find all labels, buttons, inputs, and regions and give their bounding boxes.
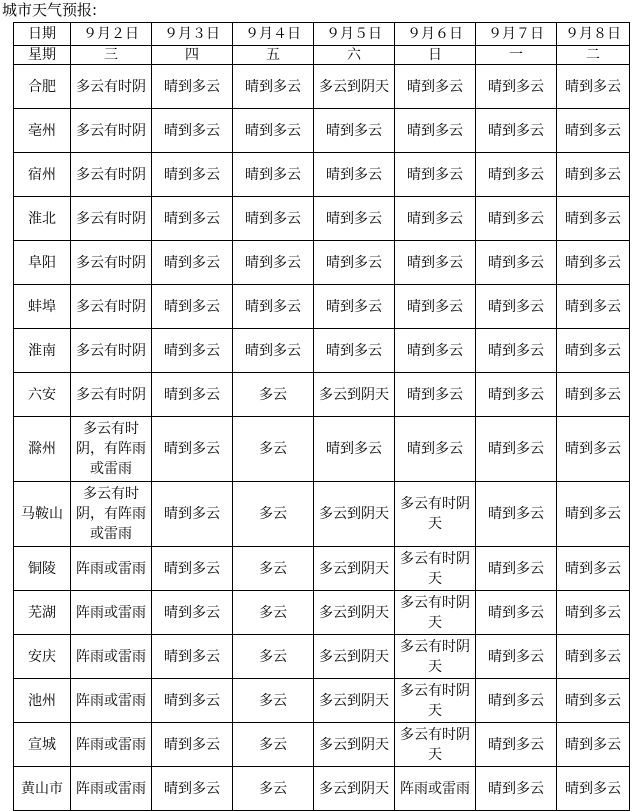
weather-cell: 晴到多云 <box>476 329 557 373</box>
weather-cell: 多云有时阴 <box>71 197 152 241</box>
weather-cell: 晴到多云 <box>476 482 557 547</box>
weather-cell: 晴到多云 <box>152 285 233 329</box>
date-cell: ９月２日 <box>71 23 152 46</box>
table-row <box>14 679 630 723</box>
weather-cell: 多云有时阴天 <box>395 679 476 723</box>
table-row <box>14 197 630 241</box>
weather-cell: 晴到多云 <box>152 767 233 811</box>
weather-cell: 晴到多云 <box>476 679 557 723</box>
table-row <box>14 373 630 417</box>
weather-cell: 晴到多云 <box>476 417 557 482</box>
city-name: 马鞍山 <box>14 482 71 547</box>
weather-cell: 晴到多云 <box>557 767 630 811</box>
weather-cell: 晴到多云 <box>152 373 233 417</box>
weather-cell: 晴到多云 <box>233 329 314 373</box>
city-name: 淮南 <box>14 329 71 373</box>
weather-cell: 阵雨或雷雨 <box>71 767 152 811</box>
weather-cell: 多云 <box>233 767 314 811</box>
weather-cell: 晴到多云 <box>476 65 557 109</box>
weather-cell: 多云到阴天 <box>314 635 395 679</box>
weather-cell: 晴到多云 <box>314 329 395 373</box>
weekday-cell: 四 <box>152 46 233 65</box>
weather-cell: 晴到多云 <box>152 482 233 547</box>
table-row <box>14 65 630 109</box>
city-name: 芜湖 <box>14 591 71 635</box>
weather-cell: 晴到多云 <box>152 153 233 197</box>
weather-cell: 多云有时阴 <box>71 153 152 197</box>
weather-cell: 阵雨或雷雨 <box>71 723 152 767</box>
weather-cell: 多云 <box>233 591 314 635</box>
weather-cell: 晴到多云 <box>152 241 233 285</box>
weather-cell: 晴到多云 <box>395 329 476 373</box>
forecast-table <box>13 22 630 811</box>
date-label: 日期 <box>14 23 71 46</box>
weather-cell: 晴到多云 <box>476 373 557 417</box>
table-row <box>14 723 630 767</box>
weather-cell: 多云有时阴，有阵雨或雷雨 <box>71 482 152 547</box>
weather-cell: 晴到多云 <box>152 635 233 679</box>
weather-cell: 晴到多云 <box>152 329 233 373</box>
city-name: 阜阳 <box>14 241 71 285</box>
weather-cell: 阵雨或雷雨 <box>71 591 152 635</box>
weather-cell: 多云有时阴天 <box>395 635 476 679</box>
weather-cell: 晴到多云 <box>395 109 476 153</box>
weather-cell: 多云到阴天 <box>314 591 395 635</box>
weather-cell: 晴到多云 <box>314 197 395 241</box>
weekday-label: 星期 <box>14 46 71 65</box>
weather-cell: 多云 <box>233 635 314 679</box>
weather-cell: 晴到多云 <box>557 591 630 635</box>
table-row <box>14 285 630 329</box>
weather-cell: 晴到多云 <box>557 723 630 767</box>
weekday-header-row <box>14 46 630 65</box>
weather-cell: 晴到多云 <box>233 109 314 153</box>
weather-cell: 晴到多云 <box>152 679 233 723</box>
weather-cell: 多云有时阴 <box>71 65 152 109</box>
weekday-cell: 日 <box>395 46 476 65</box>
weather-cell: 多云 <box>233 679 314 723</box>
city-name: 铜陵 <box>14 547 71 591</box>
weather-cell: 晴到多云 <box>557 373 630 417</box>
city-name: 池州 <box>14 679 71 723</box>
weather-cell: 多云 <box>233 547 314 591</box>
weather-cell: 晴到多云 <box>395 65 476 109</box>
date-cell: ９月８日 <box>557 23 630 46</box>
weather-cell: 晴到多云 <box>557 635 630 679</box>
table-row <box>14 482 630 547</box>
weather-cell: 多云到阴天 <box>314 547 395 591</box>
weather-cell: 晴到多云 <box>476 197 557 241</box>
weather-cell: 多云到阴天 <box>314 482 395 547</box>
weather-cell: 晴到多云 <box>314 109 395 153</box>
weather-cell: 多云有时阴天 <box>395 482 476 547</box>
city-name: 宣城 <box>14 723 71 767</box>
weather-cell: 多云有时阴，有阵雨或雷雨 <box>71 417 152 482</box>
weather-cell: 晴到多云 <box>233 65 314 109</box>
weather-cell: 多云 <box>233 482 314 547</box>
weather-cell: 晴到多云 <box>395 373 476 417</box>
weather-cell: 晴到多云 <box>233 153 314 197</box>
date-cell: ９月６日 <box>395 23 476 46</box>
table-row <box>14 153 630 197</box>
weather-cell: 晴到多云 <box>152 197 233 241</box>
weather-cell: 晴到多云 <box>557 417 630 482</box>
weather-cell: 多云 <box>233 373 314 417</box>
weather-cell: 多云到阴天 <box>314 723 395 767</box>
weather-cell: 晴到多云 <box>233 285 314 329</box>
weather-cell: 晴到多云 <box>476 241 557 285</box>
weather-cell: 多云有时阴 <box>71 373 152 417</box>
weather-cell: 多云有时阴 <box>71 109 152 153</box>
table-row <box>14 241 630 285</box>
weather-cell: 多云到阴天 <box>314 767 395 811</box>
weather-cell: 晴到多云 <box>476 109 557 153</box>
weather-cell: 晴到多云 <box>152 417 233 482</box>
table-row <box>14 547 630 591</box>
weekday-cell: 五 <box>233 46 314 65</box>
weather-cell: 晴到多云 <box>395 197 476 241</box>
city-name: 黄山市 <box>14 767 71 811</box>
weather-cell: 晴到多云 <box>395 241 476 285</box>
date-cell: ９月７日 <box>476 23 557 46</box>
weather-cell: 多云 <box>233 723 314 767</box>
weather-cell: 晴到多云 <box>395 417 476 482</box>
weather-cell: 多云到阴天 <box>314 65 395 109</box>
weather-cell: 晴到多云 <box>476 635 557 679</box>
weather-cell: 晴到多云 <box>395 153 476 197</box>
weather-cell: 晴到多云 <box>395 285 476 329</box>
weather-cell: 晴到多云 <box>557 329 630 373</box>
weather-cell: 阵雨或雷雨 <box>71 547 152 591</box>
weekday-cell: 六 <box>314 46 395 65</box>
date-header-row <box>14 23 630 46</box>
weather-cell: 晴到多云 <box>152 109 233 153</box>
weather-cell: 晴到多云 <box>476 547 557 591</box>
weather-cell: 多云到阴天 <box>314 373 395 417</box>
weekday-cell: 三 <box>71 46 152 65</box>
weekday-cell: 二 <box>557 46 630 65</box>
weather-cell: 晴到多云 <box>476 723 557 767</box>
weather-cell: 晴到多云 <box>152 547 233 591</box>
weather-cell: 晴到多云 <box>314 417 395 482</box>
table-row <box>14 635 630 679</box>
date-cell: ９月３日 <box>152 23 233 46</box>
city-name: 六安 <box>14 373 71 417</box>
weather-cell: 阵雨或雷雨 <box>71 679 152 723</box>
weather-cell: 晴到多云 <box>233 197 314 241</box>
city-name: 亳州 <box>14 109 71 153</box>
table-row <box>14 591 630 635</box>
weather-cell: 多云有时阴天 <box>395 723 476 767</box>
table-row <box>14 417 630 482</box>
weather-cell: 晴到多云 <box>557 547 630 591</box>
weather-cell: 晴到多云 <box>476 767 557 811</box>
city-name: 蚌埠 <box>14 285 71 329</box>
table-row <box>14 109 630 153</box>
table-row <box>14 767 630 811</box>
weekday-cell: 一 <box>476 46 557 65</box>
weather-cell: 晴到多云 <box>557 285 630 329</box>
weather-cell: 晴到多云 <box>557 679 630 723</box>
weather-cell: 晴到多云 <box>152 65 233 109</box>
weather-cell: 多云到阴天 <box>314 679 395 723</box>
weather-cell: 多云有时阴 <box>71 329 152 373</box>
weather-cell: 多云 <box>233 417 314 482</box>
weather-cell: 晴到多云 <box>476 285 557 329</box>
city-name: 安庆 <box>14 635 71 679</box>
weather-cell: 晴到多云 <box>152 591 233 635</box>
weather-cell: 晴到多云 <box>476 591 557 635</box>
weather-cell: 晴到多云 <box>476 153 557 197</box>
table-row <box>14 329 630 373</box>
weather-cell: 晴到多云 <box>557 153 630 197</box>
weather-cell: 晴到多云 <box>557 241 630 285</box>
weather-cell: 阵雨或雷雨 <box>395 767 476 811</box>
date-cell: ９月４日 <box>233 23 314 46</box>
weather-cell: 多云有时阴天 <box>395 591 476 635</box>
city-name: 合肥 <box>14 65 71 109</box>
page-title: 城市天气预报: <box>2 1 98 19</box>
weather-cell: 晴到多云 <box>557 197 630 241</box>
city-name: 滁州 <box>14 417 71 482</box>
weather-cell: 多云有时阴 <box>71 285 152 329</box>
weather-cell: 晴到多云 <box>557 65 630 109</box>
weather-cell: 晴到多云 <box>152 723 233 767</box>
date-cell: ９月５日 <box>314 23 395 46</box>
weather-cell: 晴到多云 <box>314 285 395 329</box>
weather-cell: 多云有时阴天 <box>395 547 476 591</box>
weather-cell: 晴到多云 <box>233 241 314 285</box>
weather-cell: 阵雨或雷雨 <box>71 635 152 679</box>
weather-cell: 晴到多云 <box>314 153 395 197</box>
weather-cell: 晴到多云 <box>557 109 630 153</box>
weather-cell: 晴到多云 <box>557 482 630 547</box>
weather-cell: 多云有时阴 <box>71 241 152 285</box>
city-name: 淮北 <box>14 197 71 241</box>
weather-cell: 晴到多云 <box>314 241 395 285</box>
city-name: 宿州 <box>14 153 71 197</box>
